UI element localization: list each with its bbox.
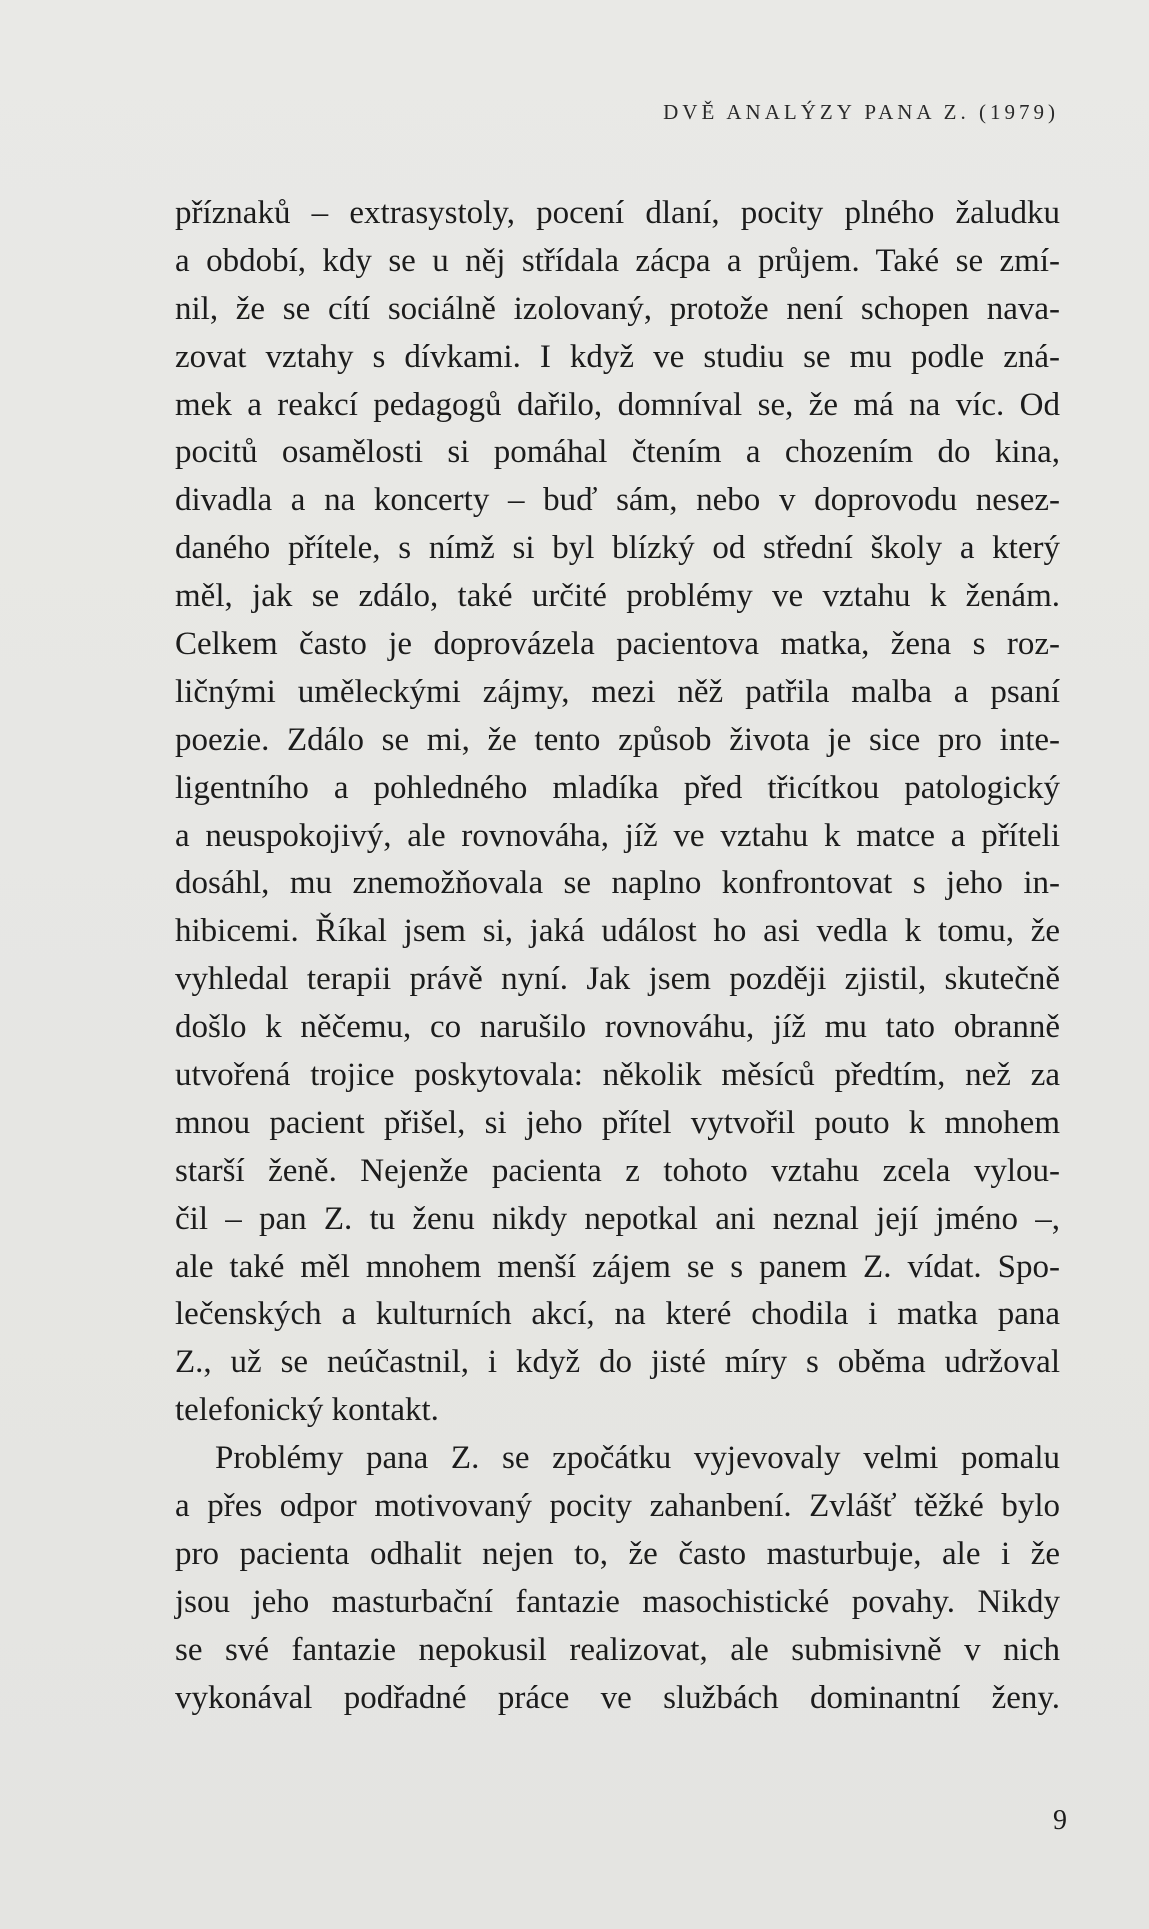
text-line: hibicemi. Říkal jsem si, jaká událost ho asi vedla k tomu, že	[175, 913, 1060, 950]
text-line: měl, jak se zdálo, také určité problémy ve vztahu k ženám.	[175, 578, 1060, 615]
text-line: došlo k něčemu, co narušilo rovnováhu, jíž mu tato obranně	[175, 1009, 1060, 1046]
text-line: utvořená trojice poskytovala: několik měsíců předtím, než za	[175, 1057, 1060, 1094]
text-line: čil – pan Z. tu ženu nikdy nepotkal ani neznal její jméno –,	[175, 1200, 1060, 1237]
text-line: vykonával podřadné práce ve službách dominantní ženy.	[175, 1679, 1060, 1716]
text-line: ligentního a pohledného mladíka před třicítkou patologický	[175, 769, 1060, 806]
body-text	[175, 190, 1060, 1723]
running-head: DVĚ ANALÝZY PANA Z. (1979)	[663, 100, 1059, 124]
text-line: pocitů osamělosti si pomáhal čtením a chozením do kina,	[175, 434, 1060, 471]
text-line: ličnými uměleckými zájmy, mezi něž patřila malba a psaní	[175, 673, 1060, 710]
text-line: mnou pacient přišel, si jeho přítel vytvořil pouto k mnohem	[175, 1104, 1060, 1141]
text-line: jsou jeho masturbační fantazie masochistické povahy. Nikdy	[175, 1583, 1060, 1620]
text-line: daného přítele, s nímž si byl blízký od střední školy a který	[175, 530, 1060, 567]
text-line: poezie. Zdálo se mi, že tento způsob života je sice pro inte-	[175, 721, 1060, 758]
text-line: nil, že se cítí sociálně izolovaný, protože není schopen nava-	[175, 290, 1060, 327]
text-line: a neuspokojivý, ale rovnováha, jíž ve vztahu k matce a příteli	[175, 817, 1060, 854]
text-line: pro pacienta odhalit nejen to, že často masturbuje, ale i že	[175, 1535, 1060, 1572]
text-line: lečenských a kulturních akcí, na které chodila i matka pana	[175, 1296, 1060, 1333]
paragraph-end-line: telefonický kontakt.	[175, 1392, 439, 1429]
text-line: příznaků – extrasystoly, pocení dlaní, pocity plného žaludku	[175, 195, 1060, 231]
text-line: Celkem často je doprovázela pacientova matka, žena s roz-	[175, 626, 1060, 663]
text-line: starší ženě. Nejenže pacienta z tohoto vztahu zcela vylou-	[175, 1152, 1060, 1189]
text-line: a přes odpor motivovaný pocity zahanbení. Zvlášť těžké bylo	[175, 1488, 1060, 1525]
text-line: divadla a na koncerty – buď sám, nebo v doprovodu nesez-	[175, 482, 1060, 519]
text-line: Z., už se neúčastnil, i když do jisté míry s oběma udržoval	[175, 1344, 1060, 1381]
text-line: dosáhl, mu znemožňovala se naplno konfrontovat s jeho in-	[175, 865, 1060, 902]
text-line: a období, kdy se u něj střídala zácpa a průjem. Také se zmí-	[175, 242, 1060, 279]
text-line: mek a reakcí pedagogů dařilo, domníval se, že má na víc. Od	[175, 386, 1060, 423]
text-line: zovat vztahy s dívkami. I když ve studiu se mu podle zná-	[175, 338, 1060, 375]
text-line: ale také měl mnohem menší zájem se s panem Z. vídat. Spo-	[175, 1248, 1060, 1285]
text-line: vyhledal terapii právě nyní. Jak jsem později zjistil, skutečně	[175, 961, 1060, 998]
paragraph-start-line: Problémy pana Z. se zpočátku vyjevovaly velmi pomalu	[215, 1440, 1060, 1477]
page-number: 9	[1053, 1805, 1067, 1836]
text-line: se své fantazie nepokusil realizovat, ale submisivně v nich	[175, 1631, 1060, 1668]
